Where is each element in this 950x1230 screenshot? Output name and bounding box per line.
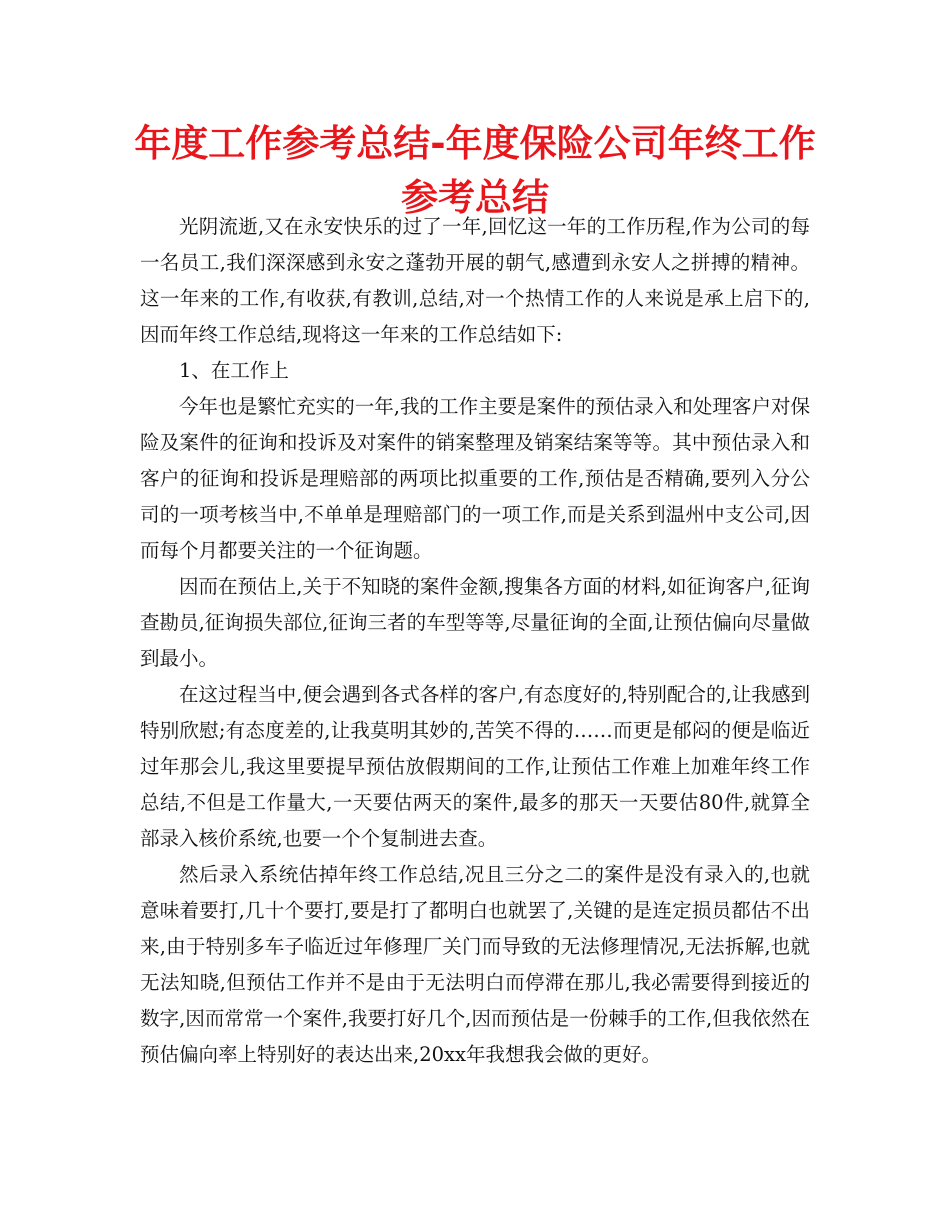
document-body bbox=[140, 209, 810, 1073]
section-heading-work: 1、在工作上 bbox=[179, 359, 289, 382]
paragraph-system-entry: 然后录入系统估掉年终工作总结,况且三分之二的案件是没有录入的,也就意味着要打,几十个要打,要是打了都明白也就罢了,关键的是连定损员都估不出来,由于特别多车子临近过年修理厂关门而导致的无法修理情况,无法拆解,也就无法知晓,但预估工作并不是由于无法明白而停滞在那儿,我必需要得到接近的数字,因而常常一个案件,我要打好几个,因而预估是一份棘手的工作,但我依然在预估偏向率上特别好的表达出来,20xx年我想我会做的更好。 bbox=[140, 863, 810, 1066]
paragraph-intro: 光阴流逝,又在永安快乐的过了一年,回忆这一年的工作历程,作为公司的每一名员工,我们深深感到永安之蓬勃开展的朝气,感遭到永安人之拼搏的精神。这一年来的工作,有收获,有教训,总结,对一个热情工作的人来说是承上启下的,因而年终工作总结,现将这一年来的工作总结如下: bbox=[140, 215, 810, 346]
paragraph-estimation: 因而在预估上,关于不知晓的案件金额,搜集各方面的材料,如征询客户,征询查勘员,征询损失部位,征询三者的车型等等,尽量征询的全面,让预估偏向尽量做到最小。 bbox=[140, 575, 810, 670]
paragraph-work-duties: 今年也是繁忙充实的一年,我的工作主要是案件的预估录入和处理客户对保险及案件的征询和投诉及对案件的销案整理及销案结案等等。其中预估录入和客户的征询和投诉是理赔部的两项比拟重要的工作,预估是否精确,要列入分公司的一项考核当中,不单单是理赔部门的一项工作,而是关系到温州中支公司,因而每个月都要关注的一个征询题。 bbox=[140, 395, 810, 562]
document-title: 年度工作参考总结-年度保险公司年终工作参考总结 bbox=[134, 122, 816, 219]
paragraph-customers: 在这过程当中,便会遇到各式各样的客户,有态度好的,特别配合的,让我感到特别欣慰;有态度差的,让我莫明其妙的,苦笑不得的……而更是郁闷的便是临近过年那会儿,我这里要提早预估放假期间的工作,让预估工作难上加难年终工作总结,不但是工作量大,一天要估两天的案件,最多的那天一天要估80件,就算全部录入核价系统,也要一个个复制进去查。 bbox=[140, 683, 810, 850]
